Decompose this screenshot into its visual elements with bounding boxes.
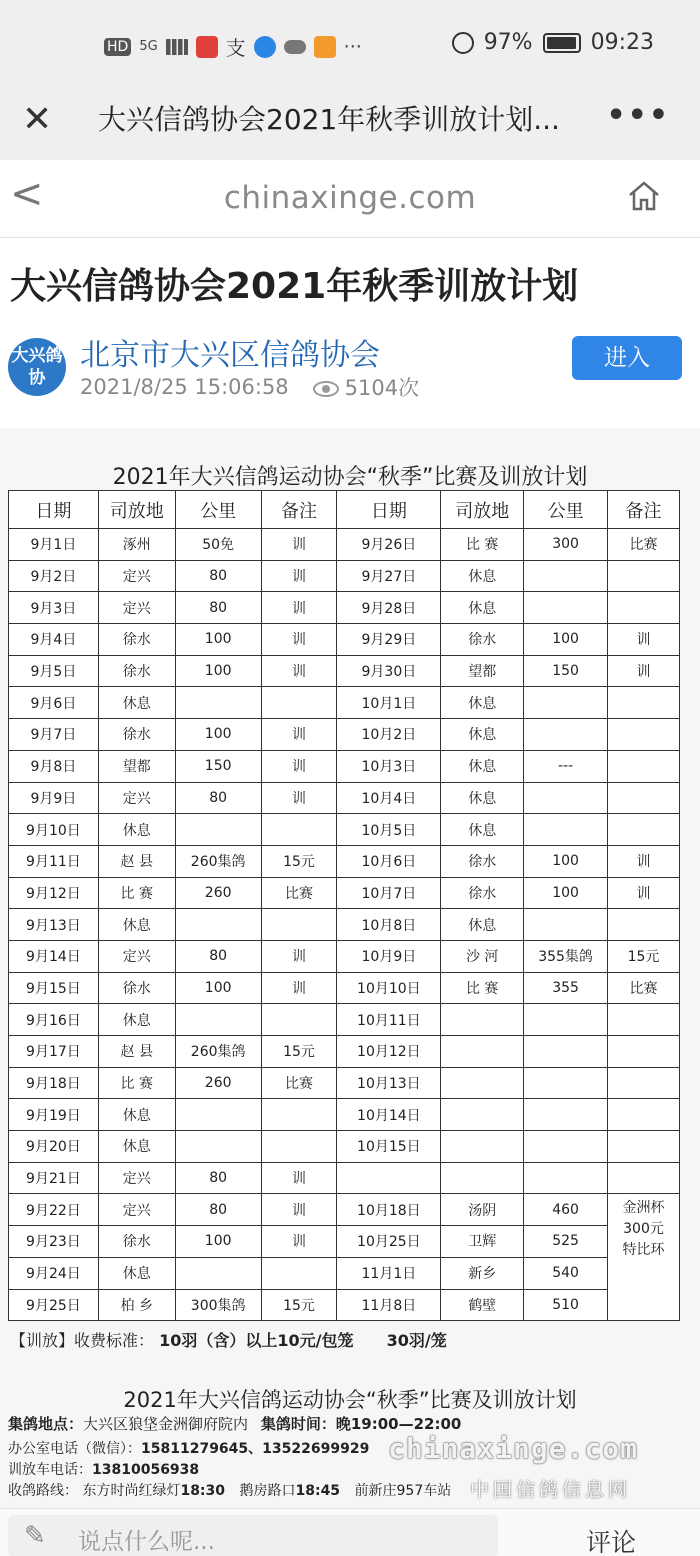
table-header-cell: 司放地	[441, 491, 524, 529]
route-stop-c: 前新庄957车站	[354, 1483, 452, 1499]
special-note-line: 特比环	[622, 1242, 665, 1259]
table-cell: 训	[261, 750, 337, 782]
table-cell: 11月1日	[337, 1257, 441, 1289]
table-cell	[441, 1004, 524, 1036]
table-row	[9, 750, 680, 782]
table-cell: 100	[175, 1226, 261, 1258]
table-cell: 10月5日	[337, 814, 441, 846]
table-cell	[524, 560, 608, 592]
table-header-row	[9, 491, 680, 529]
gather-line	[8, 1413, 461, 1434]
table-cell: 休息	[441, 560, 524, 592]
table-row	[9, 1257, 680, 1289]
table-cell: 休息	[441, 909, 524, 941]
table-cell	[524, 782, 608, 814]
browser-app-icon	[254, 36, 276, 58]
table-cell: 460	[524, 1194, 608, 1226]
table-cell	[261, 1099, 337, 1131]
table-cell: 沙 河	[441, 940, 524, 972]
table-cell: 9月5日	[9, 655, 99, 687]
table-cell: 11月8日	[337, 1289, 441, 1321]
avatar[interactable]: 大兴鸽协	[8, 338, 66, 396]
table-cell: 9月1日	[9, 529, 99, 561]
view-count: 5104次	[344, 376, 420, 400]
table-cell	[261, 1004, 337, 1036]
table-header-cell: 公里	[175, 491, 261, 529]
special-note-cell	[608, 1194, 680, 1321]
close-icon[interactable]: ✕	[22, 99, 53, 140]
table-cell	[608, 592, 680, 624]
table-cell: 休息	[98, 1257, 175, 1289]
table-row	[9, 1131, 680, 1163]
table-cell: 50免	[175, 529, 261, 561]
table-cell	[175, 814, 261, 846]
table-cell: 9月6日	[9, 687, 99, 719]
table-cell	[608, 814, 680, 846]
table-cell	[175, 1131, 261, 1163]
table-body	[9, 529, 680, 1321]
table-cell	[175, 687, 261, 719]
route-line	[8, 1480, 451, 1500]
table-cell: 9月17日	[9, 1036, 99, 1068]
table-cell: 休息	[441, 592, 524, 624]
status-bar	[0, 0, 700, 88]
table-cell: 定兴	[98, 1162, 175, 1194]
table-cell: 9月23日	[9, 1226, 99, 1258]
table-cell: 260	[175, 1067, 261, 1099]
truck-phone: 13810056938	[92, 1462, 200, 1478]
table-cell: 9月12日	[9, 877, 99, 909]
table-cell: 赵 县	[98, 845, 175, 877]
table-cell: 10月2日	[337, 719, 441, 751]
table-cell: 9月28日	[337, 592, 441, 624]
table-row	[9, 1004, 680, 1036]
table-cell: 10月8日	[337, 909, 441, 941]
table-cell: 训	[261, 560, 337, 592]
publish-date: 2021/8/25 15:06:58	[80, 375, 289, 399]
table-cell: 柏 乡	[98, 1289, 175, 1321]
table-cell: 定兴	[98, 1194, 175, 1226]
table-cell: 9月19日	[9, 1099, 99, 1131]
table-cell: 训	[261, 940, 337, 972]
network-label: 5G	[139, 39, 158, 54]
gather-time-label: 集鸽时间：	[260, 1415, 336, 1433]
table-header-cell: 日期	[9, 491, 99, 529]
home-icon[interactable]	[626, 178, 662, 214]
table-cell: 比 赛	[441, 972, 524, 1004]
gather-place-label: 集鸽地点：	[8, 1415, 84, 1433]
table-cell: 10月25日	[337, 1226, 441, 1258]
table-cell: 卫辉	[441, 1226, 524, 1258]
table-cell: 10月14日	[337, 1099, 441, 1131]
table-cell: 10月12日	[337, 1036, 441, 1068]
table-cell: 训	[608, 624, 680, 656]
table-cell: 10月4日	[337, 782, 441, 814]
table-cell: 训	[608, 877, 680, 909]
table-cell	[175, 1257, 261, 1289]
table-cell: 355	[524, 972, 608, 1004]
table-cell: 训	[261, 1162, 337, 1194]
table-cell: 比 赛	[98, 877, 175, 909]
route-label: 收鸽路线：	[8, 1483, 78, 1499]
table-cell: 540	[524, 1257, 608, 1289]
truck-line	[8, 1459, 199, 1479]
office-line	[8, 1438, 369, 1458]
comment-bar	[0, 1508, 700, 1556]
window-title: 大兴信鸽协会2021年秋季训放计划...	[98, 103, 560, 136]
table-cell: 9月15日	[9, 972, 99, 1004]
table-row	[9, 592, 680, 624]
table-cell	[608, 1067, 680, 1099]
table-cell: 10月13日	[337, 1067, 441, 1099]
table-cell: 10月18日	[337, 1194, 441, 1226]
table-cell	[261, 687, 337, 719]
table-cell: 9月13日	[9, 909, 99, 941]
table-header-cell: 日期	[337, 491, 441, 529]
more-options-icon[interactable]: •••	[606, 98, 670, 133]
table-cell: 9月29日	[337, 624, 441, 656]
table-row	[9, 624, 680, 656]
table-cell: 9月11日	[9, 845, 99, 877]
route-stop-a: 东方时尚红绿灯	[82, 1483, 181, 1499]
table-cell: 100	[175, 655, 261, 687]
more-status-icon: ···	[343, 35, 362, 58]
status-right	[452, 30, 654, 55]
table-cell: 定兴	[98, 940, 175, 972]
table-row	[9, 1194, 680, 1226]
table-cell: 徐水	[441, 845, 524, 877]
table-cell: 赵 县	[98, 1036, 175, 1068]
table-cell	[175, 1099, 261, 1131]
table-cell: 休息	[441, 814, 524, 846]
table-cell: 休息	[98, 909, 175, 941]
table-cell: 休息	[98, 687, 175, 719]
table-cell	[175, 1004, 261, 1036]
table-cell: 10月10日	[337, 972, 441, 1004]
table-cell: 15元	[261, 1289, 337, 1321]
clock: 09:23	[590, 30, 654, 55]
table-cell	[608, 1099, 680, 1131]
gather-time: 晚19:00—22:00	[335, 1415, 462, 1433]
table-row	[9, 877, 680, 909]
table-cell	[608, 1004, 680, 1036]
watermark-cn: 中国信鸽信息网	[470, 1479, 632, 1501]
office-label: 办公室电话（微信）：	[8, 1441, 141, 1457]
table-cell: 休息	[98, 1099, 175, 1131]
table-cell: 260集鸽	[175, 845, 261, 877]
table-cell: 10月6日	[337, 845, 441, 877]
table-cell	[524, 719, 608, 751]
table-row	[9, 1099, 680, 1131]
table-cell: 9月26日	[337, 529, 441, 561]
table-row	[9, 845, 680, 877]
table-cell	[608, 719, 680, 751]
status-left	[104, 32, 362, 61]
table-cell: 100	[175, 719, 261, 751]
title-bar	[0, 88, 700, 160]
table-cell: 100	[524, 877, 608, 909]
table-cell: 10月1日	[337, 687, 441, 719]
table-cell: 100	[524, 624, 608, 656]
route-stop-b: 鹅房路口	[239, 1483, 296, 1499]
table-cell	[441, 1131, 524, 1163]
table-cell: 510	[524, 1289, 608, 1321]
table-cell: 9月21日	[9, 1162, 99, 1194]
table-cell: 9月16日	[9, 1004, 99, 1036]
table-cell	[608, 1162, 680, 1194]
table-row	[9, 940, 680, 972]
table-cell: 9月25日	[9, 1289, 99, 1321]
gather-place: 大兴区狼垡金洲御府院内	[83, 1415, 249, 1433]
table-cell: 鹤壁	[441, 1289, 524, 1321]
table-cell	[608, 909, 680, 941]
table-cell: 9月3日	[9, 592, 99, 624]
table-cell: 9月22日	[9, 1194, 99, 1226]
table-cell: 休息	[441, 687, 524, 719]
table-row	[9, 719, 680, 751]
table-cell: 休息	[441, 782, 524, 814]
eye-icon	[313, 381, 339, 397]
table-row	[9, 655, 680, 687]
table-cell: 100	[175, 972, 261, 1004]
table-cell: 休息	[98, 1004, 175, 1036]
url-bar	[0, 160, 700, 238]
table-cell	[441, 1036, 524, 1068]
table-row	[9, 529, 680, 561]
table-cell: 训	[261, 1194, 337, 1226]
table-cell: 休息	[441, 719, 524, 751]
table-row	[9, 1226, 680, 1258]
article-meta	[80, 372, 419, 402]
table-cell: 10月7日	[337, 877, 441, 909]
table-cell: 10月9日	[337, 940, 441, 972]
table-row	[9, 909, 680, 941]
table-cell: 9月20日	[9, 1131, 99, 1163]
table-row	[9, 1036, 680, 1068]
table-cell: 9月27日	[337, 560, 441, 592]
table-cell: 9月30日	[337, 655, 441, 687]
table-cell	[261, 909, 337, 941]
table-row	[9, 1162, 680, 1194]
fee-rate-a: 10羽（含）以上10元/包笼	[159, 1331, 354, 1350]
table-cell	[524, 1162, 608, 1194]
table-cell	[441, 1162, 524, 1194]
table-cell: 9月2日	[9, 560, 99, 592]
comment-placeholder: 说点什么呢...	[78, 1529, 215, 1555]
table-cell: 涿州	[98, 529, 175, 561]
office-phone: 15811279645、13522699929	[141, 1441, 370, 1457]
table-cell: 比 赛	[98, 1067, 175, 1099]
table-cell: 训	[261, 529, 337, 561]
table-cell: 训	[261, 1226, 337, 1258]
table-cell: 徐水	[98, 719, 175, 751]
table-cell: 训	[261, 972, 337, 1004]
table-cell: 10月3日	[337, 750, 441, 782]
table-cell	[524, 687, 608, 719]
table-cell: 80	[175, 560, 261, 592]
table-cell: 徐水	[98, 624, 175, 656]
pen-icon: ✎	[24, 1521, 46, 1551]
table-cell: 训	[608, 655, 680, 687]
table-row	[9, 814, 680, 846]
table-cell: 80	[175, 592, 261, 624]
table-row	[9, 687, 680, 719]
table-cell: 300	[524, 529, 608, 561]
cloud-icon	[284, 40, 306, 54]
page-domain: chinaxinge.com	[223, 180, 477, 216]
table-cell: 新乡	[441, 1257, 524, 1289]
table-cell	[175, 909, 261, 941]
table-cell: 100	[175, 624, 261, 656]
table-cell: 9月14日	[9, 940, 99, 972]
table-cell	[524, 1036, 608, 1068]
table-cell: 徐水	[98, 1226, 175, 1258]
table-cell	[524, 1099, 608, 1131]
alipay-icon: 支	[225, 36, 246, 60]
special-note-line: 300元	[623, 1221, 664, 1238]
table-cell: 比赛	[261, 877, 337, 909]
table-row	[9, 1067, 680, 1099]
table-cell	[524, 592, 608, 624]
table-cell: 训	[608, 845, 680, 877]
table-cell: 训	[261, 782, 337, 814]
table-header-cell: 备注	[261, 491, 337, 529]
table-cell: 525	[524, 1226, 608, 1258]
battery-percent: 97%	[483, 30, 533, 55]
table-cell: 80	[175, 1162, 261, 1194]
table-cell	[261, 1131, 337, 1163]
table-cell: 徐水	[441, 877, 524, 909]
table-cell: 355集鸽	[524, 940, 608, 972]
table-cell: 15元	[261, 845, 337, 877]
table-cell: 9月18日	[9, 1067, 99, 1099]
table-cell	[261, 1257, 337, 1289]
table-cell: 训	[261, 624, 337, 656]
table-cell: 比赛	[608, 529, 680, 561]
table-cell	[337, 1162, 441, 1194]
hd-label: HD	[104, 38, 131, 56]
table-cell	[524, 1131, 608, 1163]
table-cell: 定兴	[98, 560, 175, 592]
table-cell	[608, 1036, 680, 1068]
table-row	[9, 972, 680, 1004]
document-heading: 2021年大兴信鸽运动协会“秋季”比赛及训放计划	[112, 465, 588, 490]
table-cell: 80	[175, 940, 261, 972]
table-cell: 10月11日	[337, 1004, 441, 1036]
article-title: 大兴信鸽协会2021年秋季训放计划	[10, 266, 579, 307]
document-heading-2: 2021年大兴信鸽运动协会“秋季”比赛及训放计划	[123, 1388, 577, 1412]
route-stop-a-time: 18:30	[180, 1483, 226, 1499]
enter-button[interactable]: 进入	[572, 336, 682, 380]
video-app-icon	[314, 36, 336, 58]
table-cell: 9月9日	[9, 782, 99, 814]
schedule-table	[8, 490, 680, 1321]
table-cell: 望都	[441, 655, 524, 687]
table-cell: 9月10日	[9, 814, 99, 846]
table-cell: 15元	[608, 940, 680, 972]
table-cell: 10月15日	[337, 1131, 441, 1163]
table-cell: 300集鸽	[175, 1289, 261, 1321]
table-row	[9, 560, 680, 592]
table-cell: 260集鸽	[175, 1036, 261, 1068]
table-header-cell: 司放地	[98, 491, 175, 529]
table-cell	[524, 1004, 608, 1036]
table-cell: 定兴	[98, 592, 175, 624]
table-cell	[524, 814, 608, 846]
table-cell: 15元	[261, 1036, 337, 1068]
table-cell: 150	[175, 750, 261, 782]
table-cell: 比 赛	[441, 529, 524, 561]
table-cell: ---	[524, 750, 608, 782]
table-cell: 9月24日	[9, 1257, 99, 1289]
special-note-line: 金洲杯	[622, 1200, 665, 1217]
table-header-cell: 备注	[608, 491, 680, 529]
table-cell: 9月4日	[9, 624, 99, 656]
table-cell: 比赛	[608, 972, 680, 1004]
table-cell: 汤阴	[441, 1194, 524, 1226]
table-cell: 训	[261, 719, 337, 751]
comment-button[interactable]: 评论	[585, 1528, 636, 1556]
table-cell	[608, 560, 680, 592]
table-cell: 休息	[441, 750, 524, 782]
table-cell: 定兴	[98, 782, 175, 814]
table-cell: 比赛	[261, 1067, 337, 1099]
fee-line	[10, 1328, 447, 1351]
battery-icon	[543, 33, 581, 53]
table-cell: 徐水	[98, 655, 175, 687]
notes-app-icon	[196, 36, 218, 58]
watermark: chinaxinge.com	[388, 1432, 639, 1465]
table-header-cell: 公里	[524, 491, 608, 529]
back-icon[interactable]: <	[10, 171, 44, 217]
alarm-icon	[452, 32, 474, 54]
table-cell: 休息	[98, 1131, 175, 1163]
table-cell	[608, 1131, 680, 1163]
view-count-wrap	[313, 372, 419, 402]
table-cell	[608, 687, 680, 719]
table-cell: 9月8日	[9, 750, 99, 782]
route-stop-b-time: 18:45	[295, 1483, 341, 1499]
truck-label: 训放车电话：	[8, 1462, 92, 1478]
table-cell: 80	[175, 782, 261, 814]
fee-prefix: 【训放】收费标准：	[10, 1331, 155, 1350]
table-row	[9, 782, 680, 814]
table-cell: 望都	[98, 750, 175, 782]
table-cell	[441, 1067, 524, 1099]
table-cell: 260	[175, 877, 261, 909]
table-cell	[524, 1067, 608, 1099]
table-cell: 徐水	[98, 972, 175, 1004]
table-cell: 150	[524, 655, 608, 687]
table-cell: 训	[261, 655, 337, 687]
table-cell: 训	[261, 592, 337, 624]
table-cell: 100	[524, 845, 608, 877]
signal-icon	[166, 39, 188, 55]
table-cell	[261, 814, 337, 846]
table-cell: 9月7日	[9, 719, 99, 751]
table-cell: 徐水	[441, 624, 524, 656]
table-cell	[608, 782, 680, 814]
fee-rate-b: 30羽/笼	[386, 1331, 447, 1350]
author-name[interactable]: 北京市大兴区信鸽协会	[80, 338, 380, 373]
table-row	[9, 1289, 680, 1321]
table-cell	[441, 1099, 524, 1131]
table-cell: 休息	[98, 814, 175, 846]
table-cell: 80	[175, 1194, 261, 1226]
table-cell	[524, 909, 608, 941]
table-cell	[608, 750, 680, 782]
